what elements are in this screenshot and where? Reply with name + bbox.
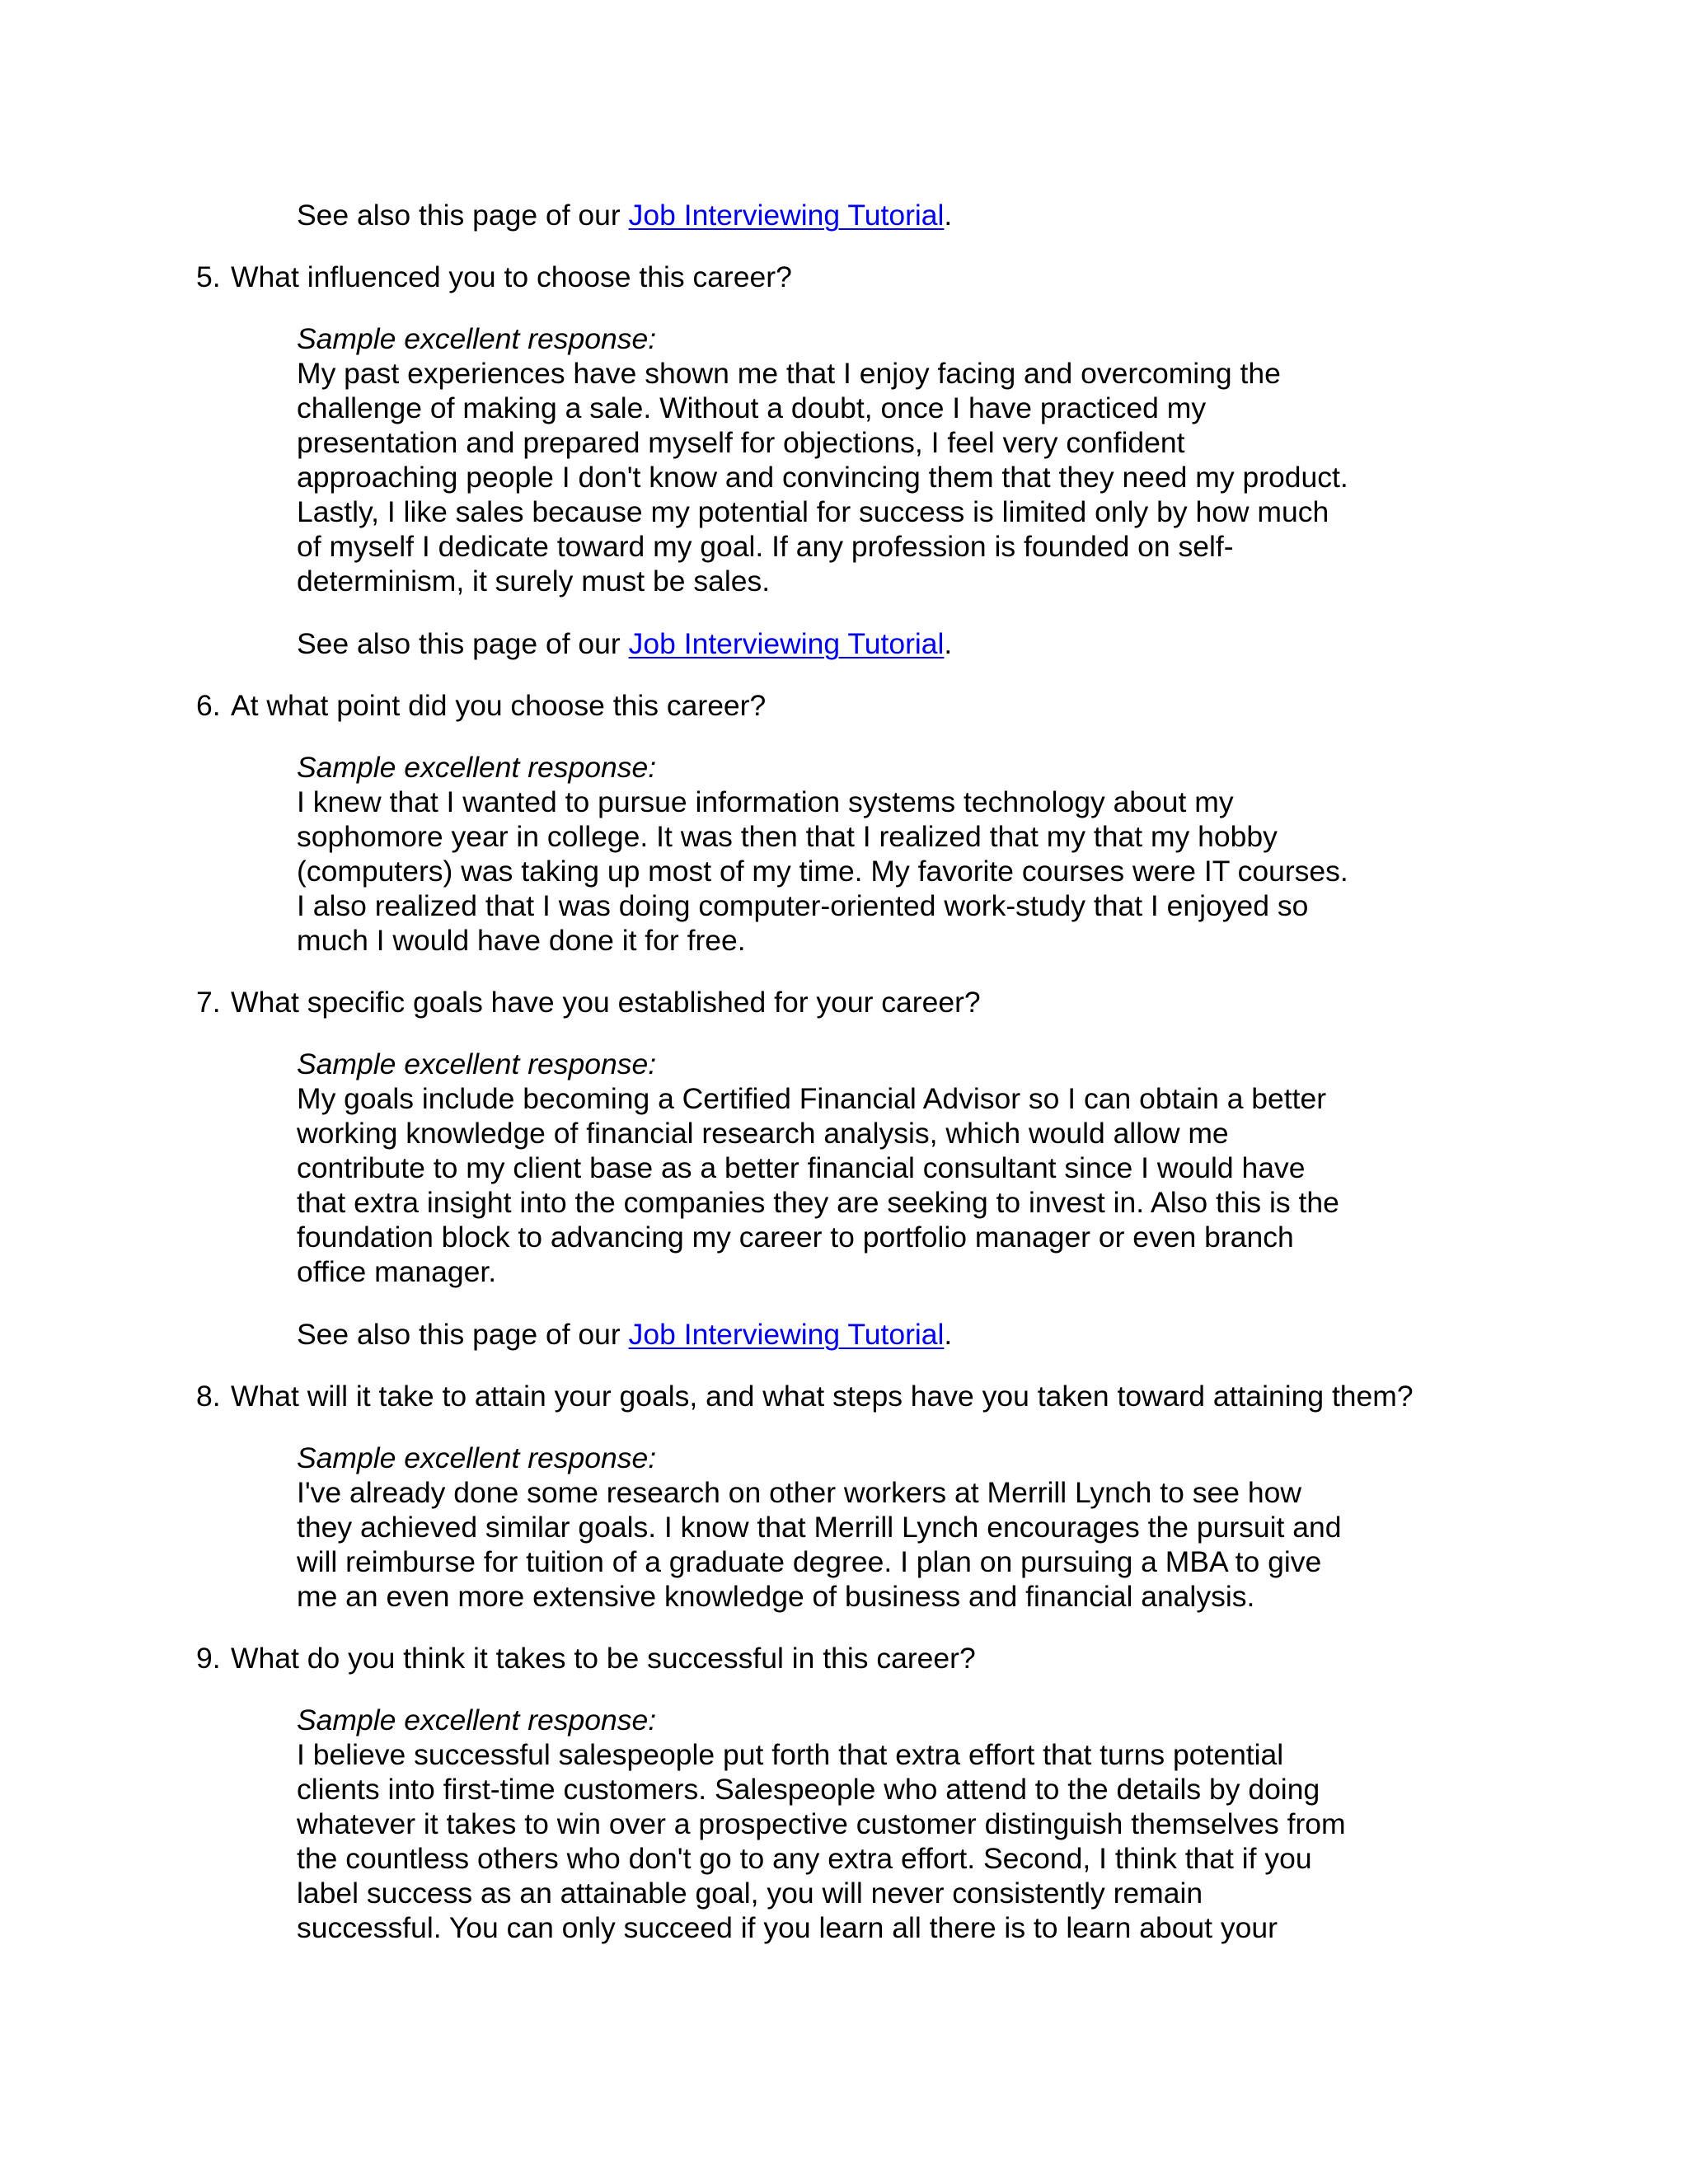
see-also-suffix: . bbox=[944, 199, 953, 232]
question-number: 5. bbox=[196, 260, 221, 293]
see-also-suffix: . bbox=[944, 627, 953, 660]
sample-response-label: Sample excellent response: bbox=[297, 1704, 657, 1736]
response-line: determinism, it surely must be sales. bbox=[297, 565, 771, 598]
job-interviewing-tutorial-link[interactable]: Job Interviewing Tutorial bbox=[628, 1318, 945, 1351]
question-6 bbox=[196, 688, 766, 723]
sample-response-label: Sample excellent response: bbox=[297, 1047, 657, 1080]
response-line: they achieved similar goals. I know that Merrill Lynch encourages the pursuit and bbox=[297, 1511, 1342, 1544]
sample-response-label: Sample excellent response: bbox=[297, 322, 657, 355]
response-line: (computers) was taking up most of my time. My favorite courses were IT courses. bbox=[297, 855, 1348, 888]
response-line: the countless others who don't go to any extra effort. Second, I think that if you bbox=[297, 1842, 1312, 1875]
response-line: I believe successful salespeople put forth that extra effort that turns potential bbox=[297, 1738, 1284, 1771]
question-number: 9. bbox=[196, 1642, 221, 1675]
sample-response-label: Sample excellent response: bbox=[297, 1441, 657, 1474]
see-also-prefix: See also this page of our bbox=[297, 1318, 629, 1351]
question-text: What will it take to attain your goals, and what steps have you taken toward attaining them? bbox=[231, 1380, 1414, 1413]
response-line: will reimburse for tuition of a graduate degree. I plan on pursuing a MBA to give bbox=[297, 1545, 1322, 1578]
response-line: contribute to my client base as a better financial consultant since I would have bbox=[297, 1151, 1306, 1184]
response-line: challenge of making a sale. Without a doubt, once I have practiced my bbox=[297, 391, 1207, 424]
question-number: 6. bbox=[196, 689, 221, 722]
response-line: much I would have done it for free. bbox=[297, 924, 746, 957]
response-line: presentation and prepared myself for objections, I feel very confident bbox=[297, 426, 1185, 459]
question-text: What influenced you to choose this career? bbox=[231, 260, 792, 293]
response-line: me an even more extensive knowledge of business and financial analysis. bbox=[297, 1580, 1255, 1613]
response-line: I also realized that I was doing computer-oriented work-study that I enjoyed so bbox=[297, 889, 1309, 922]
response-line: Lastly, I like sales because my potential for success is limited only by how much bbox=[297, 495, 1329, 528]
response-line: successful. You can only succeed if you learn all there is to learn about your bbox=[297, 1911, 1278, 1944]
response-line: that extra insight into the companies they are seeking to invest in. Also this is the bbox=[297, 1186, 1339, 1219]
response-line: I knew that I wanted to pursue information systems technology about my bbox=[297, 785, 1234, 818]
question-text: At what point did you choose this career? bbox=[231, 689, 767, 722]
response-line: approaching people I don't know and convincing them that they need my product. bbox=[297, 461, 1348, 494]
see-also-prefix: See also this page of our bbox=[297, 627, 629, 660]
see-also-prefix: See also this page of our bbox=[297, 199, 629, 232]
sample-response-label: Sample excellent response: bbox=[297, 751, 657, 784]
response-line: clients into first-time customers. Salespeople who attend to the details by doing bbox=[297, 1773, 1320, 1806]
see-also-line bbox=[297, 198, 952, 232]
question-number: 8. bbox=[196, 1380, 221, 1413]
response-line: label success as an attainable goal, you will never consistently remain bbox=[297, 1877, 1203, 1910]
question-text: What do you think it takes to be successful in this career? bbox=[231, 1642, 976, 1675]
question-5 bbox=[196, 260, 792, 294]
see-also-line bbox=[297, 1317, 952, 1352]
response-line: whatever it takes to win over a prospective customer distinguish themselves from bbox=[297, 1807, 1346, 1840]
see-also-line bbox=[297, 626, 952, 661]
question-7 bbox=[196, 985, 981, 1019]
question-number: 7. bbox=[196, 986, 221, 1019]
response-line: working knowledge of financial research analysis, which would allow me bbox=[297, 1117, 1229, 1150]
response-line: My past experiences have shown me that I enjoy facing and overcoming the bbox=[297, 357, 1281, 390]
response-line: office manager. bbox=[297, 1255, 497, 1288]
response-line: foundation block to advancing my career to portfolio manager or even branch bbox=[297, 1221, 1294, 1254]
question-text: What specific goals have you established for your career? bbox=[231, 986, 981, 1019]
job-interviewing-tutorial-link[interactable]: Job Interviewing Tutorial bbox=[628, 199, 945, 232]
response-line: My goals include becoming a Certified Financial Advisor so I can obtain a better bbox=[297, 1082, 1327, 1115]
see-also-suffix: . bbox=[944, 1318, 953, 1351]
response-line: I've already done some research on other workers at Merrill Lynch to see how bbox=[297, 1476, 1301, 1509]
job-interviewing-tutorial-link[interactable]: Job Interviewing Tutorial bbox=[628, 627, 945, 660]
question-9 bbox=[196, 1641, 976, 1675]
question-8 bbox=[196, 1379, 1414, 1413]
response-line: of myself I dedicate toward my goal. If any profession is founded on self- bbox=[297, 530, 1234, 563]
response-line: sophomore year in college. It was then that I realized that my that my hobby bbox=[297, 820, 1278, 853]
